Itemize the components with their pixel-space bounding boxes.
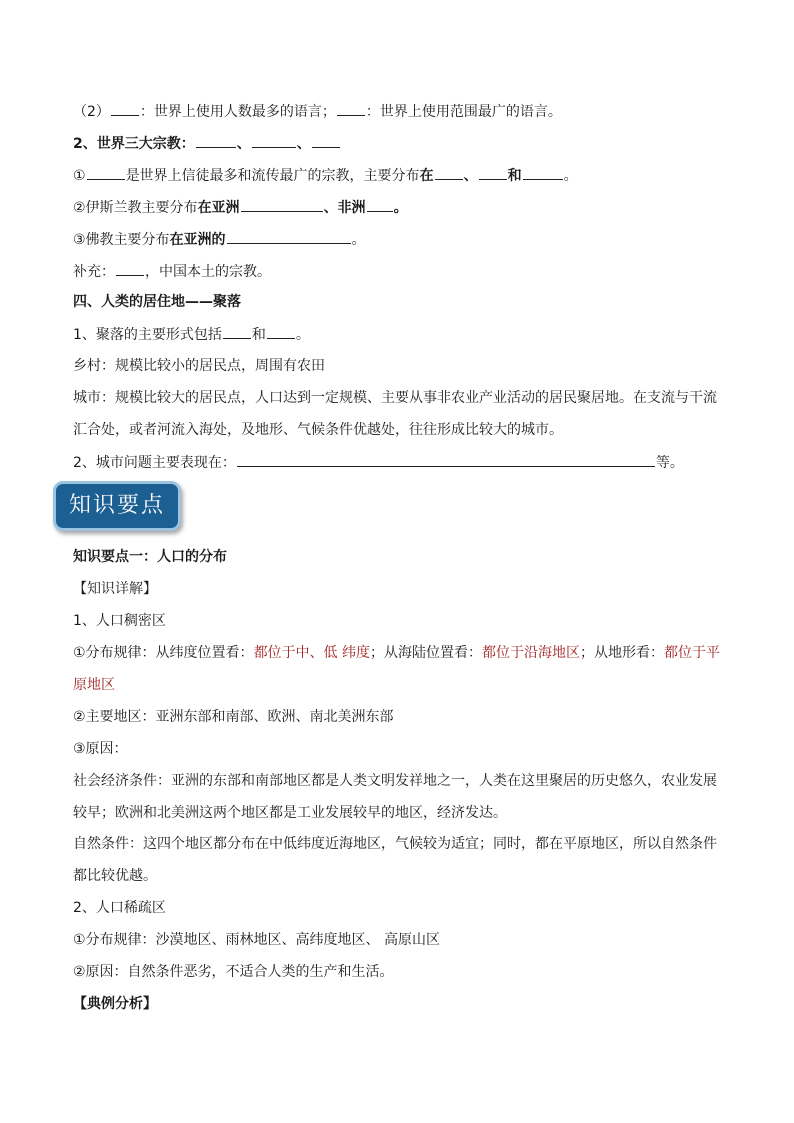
text: 。 <box>351 232 366 248</box>
settlement-forms-line <box>73 324 310 345</box>
socioeconomic-reason-2: 较早；欧洲和北美洲这两个地区都是工业发展较早的地区，经济发达。 <box>73 805 507 821</box>
text: 1、聚落的主要形式包括 <box>73 327 222 343</box>
highlight-text: 都位于沿海地区 <box>482 645 581 661</box>
city-definition-2: 汇合处，或者河流入海处，及地形、气候条件优越处，往往形成比较大的城市。 <box>73 422 563 438</box>
reasons-heading: ③原因： <box>73 741 128 757</box>
religions-heading <box>73 133 341 154</box>
blank-field[interactable] <box>267 324 295 339</box>
dense-area-heading: 1、人口稠密区 <box>73 613 166 629</box>
blank-field[interactable] <box>312 133 340 148</box>
highlight-text: 都位于平 <box>664 645 721 661</box>
text: 2、城市问题主要表现在： <box>73 455 236 471</box>
distribution-rule-continued: 原地区 <box>73 677 115 693</box>
text: 。 <box>563 168 578 184</box>
city-problems-line <box>73 452 684 473</box>
islam-line <box>73 197 408 218</box>
christianity-line <box>73 165 578 186</box>
buddhism-line <box>73 229 366 250</box>
main-regions-line: ②主要地区：亚洲东部和南部、欧洲、南北美洲东部 <box>73 709 394 725</box>
text: ，中国本土的宗教。 <box>145 264 271 280</box>
blank-field[interactable] <box>87 165 125 180</box>
knowledge-point-one-heading: 知识要点一：人口的分布 <box>73 549 227 565</box>
blank-field[interactable] <box>111 101 139 116</box>
marker: ① <box>73 168 86 184</box>
sparse-area-heading: 2、人口稀疏区 <box>73 900 166 916</box>
blank-field[interactable] <box>479 165 507 180</box>
blank-field[interactable] <box>241 197 323 212</box>
separator: 、 <box>236 136 251 152</box>
city-definition-1: 城市：规模比较大的居民点，人口达到一定规模、主要从事非农业产业活动的居民聚居地。在支流与干流 <box>73 390 717 406</box>
sparse-distribution-rule: ①分布规律：沙漠地区、雨林地区、高纬度地区、 高原山区 <box>73 932 440 948</box>
text: 在 <box>419 168 434 184</box>
text: ：世界上使用范围最广的语言。 <box>365 104 562 120</box>
blank-field[interactable] <box>435 165 463 180</box>
separator: 、 <box>296 136 311 152</box>
text: 。 <box>295 327 310 343</box>
item-number: （2） <box>73 104 110 120</box>
text: ③佛教主要分布 <box>73 232 170 248</box>
natural-reason-1: 自然条件：这四个地区都分布在中低纬度近海地区，气候较为适宜；同时，都在平原地区，所以自然条件 <box>73 836 717 852</box>
text: 在亚洲 <box>197 200 240 216</box>
supplement-line <box>73 261 271 282</box>
text: ；从海陆位置看： <box>370 645 483 661</box>
text: ：世界上使用人数最多的语言； <box>139 104 336 120</box>
highlight-text: 都位于中、低 纬度 <box>253 645 371 661</box>
natural-reason-2: 都比较优越。 <box>73 868 157 884</box>
socioeconomic-reason-1: 社会经济条件：亚洲的东部和南部地区都是人类文明发祥地之一，人类在这里聚居的历史悠久，农业发展 <box>73 773 717 789</box>
text: ①分布规律：从纬度位置看： <box>73 645 254 661</box>
blank-field[interactable] <box>196 133 236 148</box>
text: 和 <box>507 168 522 184</box>
blank-field[interactable] <box>223 324 251 339</box>
blank-field[interactable] <box>337 101 365 116</box>
text: 、非洲 <box>323 200 366 216</box>
knowledge-detail-heading: 【知识详解】 <box>73 581 157 597</box>
blank-field[interactable] <box>523 165 563 180</box>
text: 。 <box>393 200 408 216</box>
text: 是世界上信徒最多和流传最广的宗教，主要分布 <box>125 168 420 184</box>
separator: 、 <box>463 168 478 184</box>
heading-text: 2、世界三大宗教： <box>73 136 195 152</box>
sparse-reason: ②原因：自然条件恶劣，不适合人类的生产和生活。 <box>73 964 394 980</box>
example-analysis-heading: 【典例分析】 <box>73 996 157 1012</box>
blank-field[interactable] <box>116 261 144 276</box>
text: 等。 <box>655 455 684 471</box>
text: ②伊斯兰教主要分布 <box>73 200 198 216</box>
blank-field[interactable] <box>367 197 393 212</box>
village-definition: 乡村：规模比较小的居民点，周围有农田 <box>73 358 325 374</box>
language-blanks-line <box>73 101 562 122</box>
knowledge-points-badge: 知识要点 <box>53 481 181 531</box>
section-four-heading: 四、人类的居住地——聚落 <box>73 294 241 310</box>
text: 在亚洲的 <box>169 232 226 248</box>
blank-field[interactable] <box>252 133 296 148</box>
blank-field[interactable] <box>237 452 655 467</box>
blank-field[interactable] <box>227 229 351 244</box>
text: ；从地形看： <box>580 645 665 661</box>
text: 补充： <box>73 264 115 280</box>
distribution-rule-line <box>73 643 720 663</box>
text: 和 <box>251 327 266 343</box>
